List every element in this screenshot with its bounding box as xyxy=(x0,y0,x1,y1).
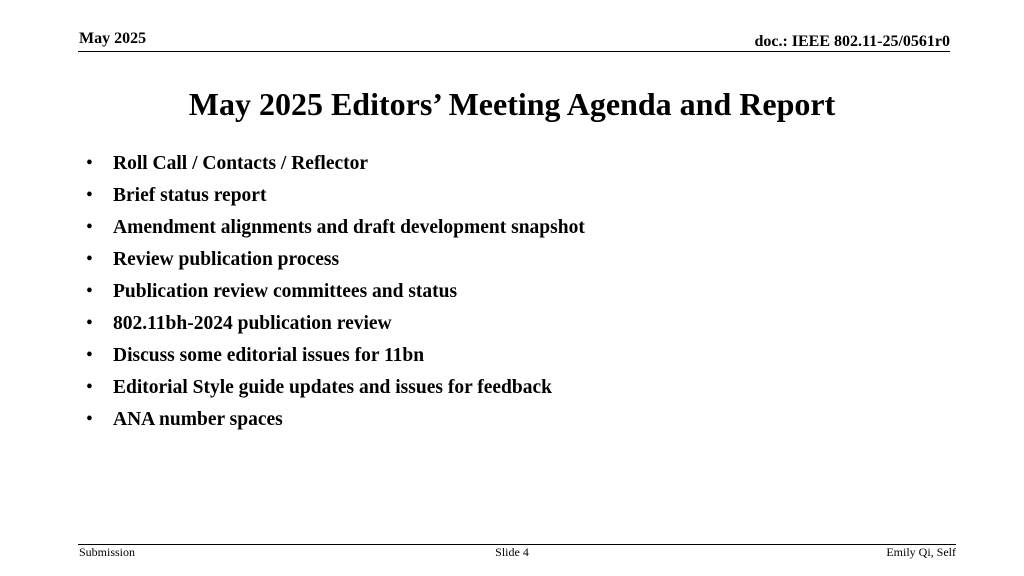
footer-author: Emily Qi, Self xyxy=(886,545,956,559)
header-divider xyxy=(78,51,950,52)
agenda-item-text: Publication review committees and status xyxy=(113,281,458,302)
slide-title: May 2025 Editors’ Meeting Agenda and Report xyxy=(188,86,836,122)
bullet-icon: • xyxy=(86,281,93,302)
bullet-icon: • xyxy=(86,377,93,398)
bullet-icon: • xyxy=(86,185,93,206)
footer-slide-number: Slide 4 xyxy=(495,545,529,559)
agenda-item-text: Roll Call / Contacts / Reflector xyxy=(113,153,369,174)
agenda-item-text: Brief status report xyxy=(113,185,267,206)
agenda-item xyxy=(86,342,585,374)
bullet-icon: • xyxy=(86,345,93,366)
agenda-item xyxy=(86,182,585,214)
agenda-item-text: ANA number spaces xyxy=(113,409,283,430)
agenda-item xyxy=(86,310,585,342)
agenda-list xyxy=(86,150,585,438)
bullet-icon: • xyxy=(86,409,93,430)
agenda-item xyxy=(86,406,585,438)
agenda-item-text: 802.11bh-2024 publication review xyxy=(113,313,392,334)
header-date: May 2025 xyxy=(79,30,147,47)
agenda-item xyxy=(86,246,585,278)
agenda-item-text: Editorial Style guide updates and issues for feedback xyxy=(113,377,552,398)
agenda-item-text: Discuss some editorial issues for 11bn xyxy=(113,345,425,366)
header-doc-id: doc.: IEEE 802.11-25/0561r0 xyxy=(754,33,950,50)
bullet-icon: • xyxy=(86,313,93,334)
bullet-icon: • xyxy=(86,217,93,238)
bullet-icon: • xyxy=(86,153,93,174)
footer-submission: Submission xyxy=(79,545,136,559)
agenda-item xyxy=(86,278,585,310)
agenda-item-text: Amendment alignments and draft development snapshot xyxy=(113,217,585,238)
bullet-icon: • xyxy=(86,249,93,270)
agenda-item-text: Review publication process xyxy=(113,249,340,270)
agenda-item xyxy=(86,214,585,246)
agenda-item xyxy=(86,150,585,182)
agenda-item xyxy=(86,374,585,406)
